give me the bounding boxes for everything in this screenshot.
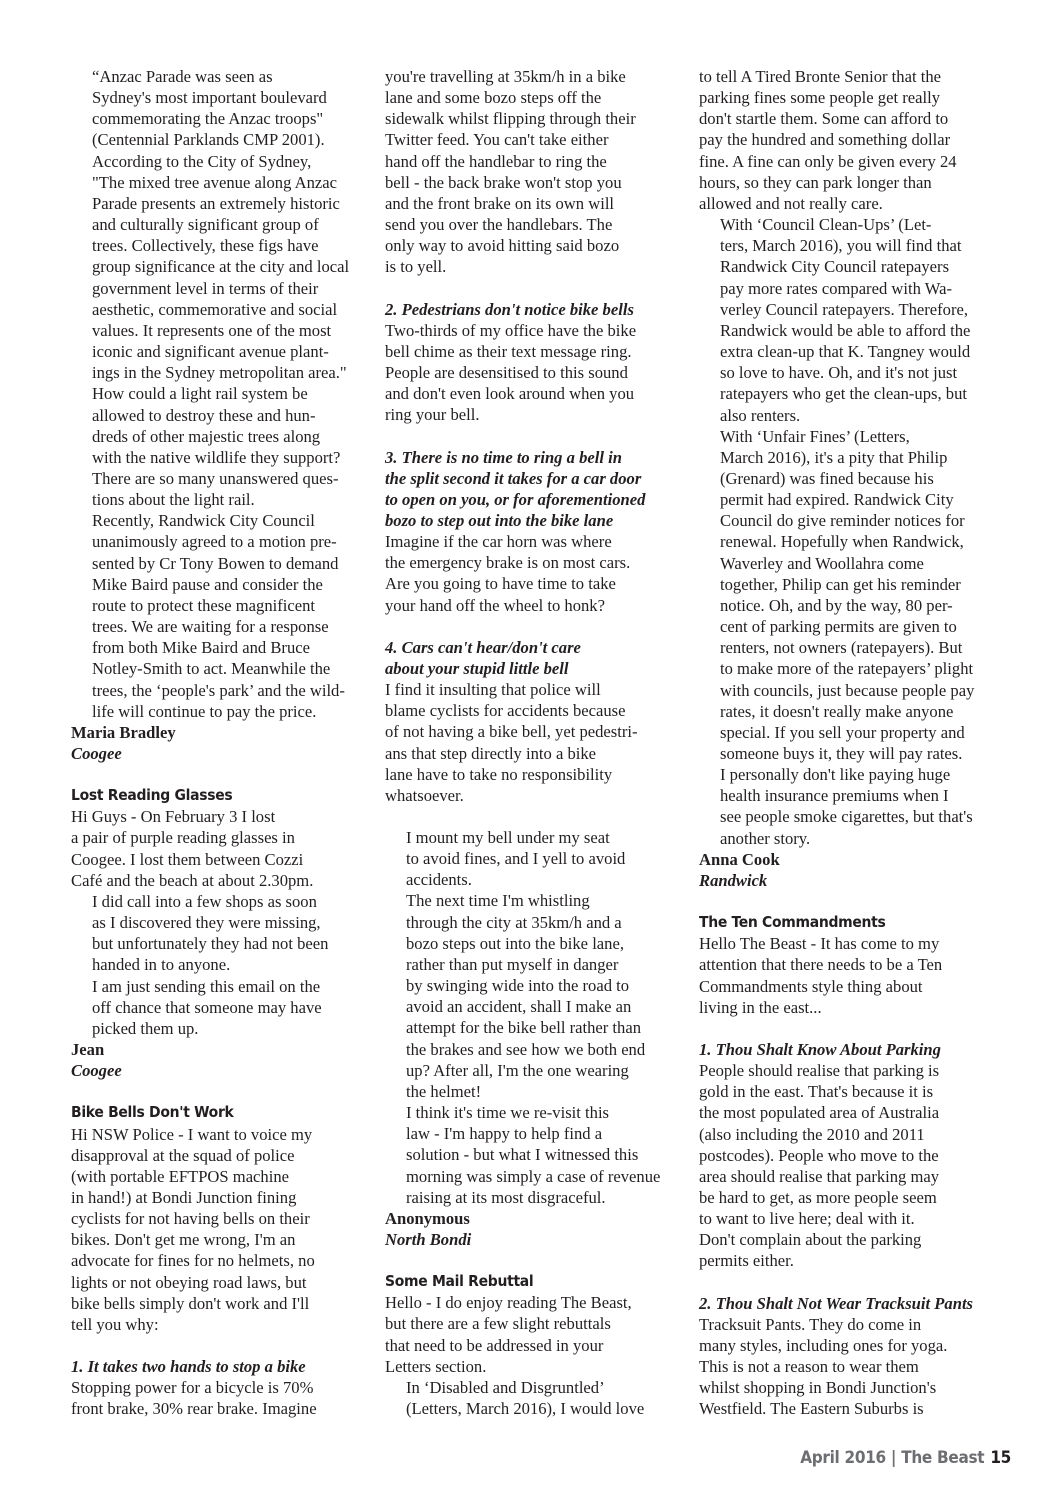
text-line: Two-thirds of my office have the bike [385,320,637,340]
text-line: see people smoke cigarettes, but that's [720,807,973,827]
text-line: tions about the light rail. [92,490,255,510]
text-line: "The mixed tree avenue along Anzac [92,172,337,192]
text-line: is to yell. [385,257,447,277]
text-line: bike bells simply don't work and I'll [71,1293,310,1313]
text-line: that need to be addressed in your [385,1335,604,1355]
paragraph [71,383,358,510]
text-line: a pair of purple reading glasses in [71,828,295,848]
text-line: so love to have. Oh, and it's not just [720,363,958,383]
text-line: commemorating the Anzac troops" [92,109,324,129]
text-line: hand off the handlebar to ring the [385,151,607,171]
paragraph [385,531,672,616]
text-line: lane and some bozo steps off the [385,88,602,108]
text-line: the most populated area of Australia [699,1103,940,1123]
paragraph [699,1314,986,1420]
text-line: whilst shopping in Bondi Junction's [699,1378,937,1398]
text-line: I am just sending this email on the [92,976,321,996]
subheading [385,447,672,532]
text-line: Hi NSW Police - I want to voice my [71,1124,313,1144]
text-line: Hello The Beast - It has come to my [699,934,940,954]
paragraph [71,151,358,384]
text-line: dreds of other majestic trees along [92,426,321,446]
text-line: picked them up. [92,1018,199,1038]
text-line: avoid an accident, shall I make an [406,997,632,1017]
text-line: allowed to destroy these and hun- [92,405,316,425]
column-1 [71,66,358,1420]
text-line: bell chime as their text message ring. [385,341,632,361]
text-line: (also including the 2010 and 2011 [699,1124,925,1144]
paragraph [385,890,672,1102]
issue-label: April 2016 | The Beast [800,1448,985,1468]
text-line: Commandments style thing about [699,976,923,996]
text-line: Coogee. I lost them between Cozzi [71,849,304,869]
text-line: With ‘Unfair Fines’ (Letters, [720,426,910,446]
text-line: Parade presents an extremely historic [92,193,340,213]
text-line: renters, not owners (ratepayers). But [720,638,963,658]
text-line: I personally don't like paying huge [720,765,951,785]
letter-heading: The Ten Commandments [699,913,886,932]
text-line: Hello - I do enjoy reading The Beast, [385,1293,632,1313]
signature-place: Randwick [699,870,768,890]
text-line: cyclists for not having bells on their [71,1209,310,1229]
signature-place: Coogee [71,1061,122,1081]
paragraph [385,827,672,890]
text-line: 4. Cars can't hear/don't care [385,637,581,657]
paragraph [385,1102,672,1208]
text-line: People should realise that parking is [699,1061,940,1081]
text-line: (Grenard) was fined because his [720,468,934,488]
text-line: bell - the back brake won't stop you [385,172,622,192]
text-line: With ‘Council Clean-Ups’ (Let- [720,215,932,235]
text-line: unanimously agreed to a motion pre- [92,532,337,552]
text-line: law - I'm happy to help find a [406,1124,603,1144]
text-line: sented by Cr Tony Bowen to demand [92,553,339,573]
paragraph [71,510,358,722]
text-line: the split second it takes for a car door [385,468,642,488]
text-line: to make more of the ratepayers’ plight [720,659,974,679]
subheading: 1. It takes two hands to stop a bike [71,1357,306,1377]
text-line: raising at its most disgraceful. [406,1187,606,1207]
text-line: morning was simply a case of revenue [406,1166,661,1186]
letter-heading: Bike Bells Don't Work [71,1103,234,1122]
text-line: advocate for fines for no helmets, no [71,1251,315,1271]
text-line: accidents. [406,870,472,890]
text-line: with councils, just because people pay [720,680,975,700]
text-line: lane have to take no responsibility [385,764,613,784]
text-line: Randwick City Council ratepayers [720,257,950,277]
text-line: hours, so they can park longer than [699,172,932,192]
text-line: March 2016), it's a pity that Philip [720,447,948,467]
text-line: to want to live here; deal with it. [699,1209,915,1229]
page-footer [800,1448,1011,1468]
text-line: allowed and not really care. [699,193,883,213]
paragraph [385,1377,672,1419]
text-line: you're travelling at 35km/h in a bike [385,67,626,86]
text-line: area should realise that parking may [699,1166,940,1186]
letter-heading: Some Mail Rebuttal [385,1272,534,1291]
text-line: “Anzac Parade was seen as [92,67,273,86]
text-line: route to protect these magnificent [92,595,316,615]
text-line: blame cyclists for accidents because [385,701,626,721]
text-line: parking fines some people get really [699,88,940,108]
text-line: Letters section. [385,1356,487,1376]
text-line: I mount my bell under my seat [406,828,610,847]
text-line: together, Philip can get his reminder [720,574,961,594]
text-line: verley Council ratepayers. Therefore, [720,299,969,319]
text-line: and don't even look around when you [385,384,635,404]
text-line: Imagine if the car horn was where [385,532,612,552]
paragraph [385,1292,672,1377]
text-line: trees. We are waiting for a response [92,617,329,637]
text-line: fine. A fine can only be given every 24 [699,151,957,171]
text-line: cent of parking permits are given to [720,617,957,637]
paragraph [71,1377,358,1419]
text-line: sidewalk whilst flipping through their [385,109,636,129]
text-line: solution - but what I witnessed this [406,1145,639,1165]
text-line: (with portable EFTPOS machine [71,1166,289,1186]
text-line: don't startle them. Some can afford to [699,109,949,129]
text-line: Tracksuit Pants. They do come in [699,1314,922,1334]
text-line: with the native wildlife they support? [92,447,341,467]
subheading: 1. Thou Shalt Know About Parking [699,1039,941,1059]
text-line: through the city at 35km/h and a [406,912,622,932]
text-line: tell you why: [71,1314,159,1334]
text-line: many styles, including ones for yoga. [699,1335,948,1355]
text-line: Waverley and Woollahra come [720,553,924,573]
text-line: disapproval at the squad of police [71,1145,295,1165]
text-line: and the front brake on its own will [385,193,615,213]
paragraph [71,891,358,976]
text-line: up? After all, I'm the one wearing [406,1060,629,1080]
text-line: There are so many unanswered ques- [92,468,339,488]
text-line: Randwick would be able to afford the [720,320,971,340]
text-line: ring your bell. [385,405,480,425]
page-number: 15 [990,1448,1011,1468]
text-line: The next time I'm whistling [406,891,590,911]
text-line: rates, it doesn't really make anyone [720,701,954,721]
text-line: government level in terms of their [92,278,319,298]
text-line: be hard to get, as more people seem [699,1187,937,1207]
text-line: another story. [720,828,811,848]
paragraph [71,806,358,891]
text-line: life will continue to pay the price. [92,701,317,721]
text-line: Recently, Randwick City Council [92,511,315,531]
signature-name: Jean [71,1040,105,1060]
paragraph [71,1124,358,1336]
text-line: (Centennial Parklands CMP 2001). [92,130,325,150]
paragraph [71,976,358,1039]
text-line: to tell A Tired Bronte Senior that the [699,67,941,86]
text-line: Don't complain about the parking [699,1230,922,1250]
paragraph [699,426,986,849]
text-line: someone buys it, they will pay rates. [720,744,963,763]
text-line: Westfield. The Eastern Suburbs is [699,1399,924,1419]
subheading: 2. Pedestrians don't notice bike bells [385,299,634,319]
text-line: Twitter feed. You can't take either [385,130,609,150]
text-line: to open on you, or for aforementioned [385,489,646,509]
text-line: ratepayers who get the clean-ups, but [720,384,967,404]
text-line: also renters. [720,405,801,425]
signature-name: Anonymous [385,1208,470,1228]
text-line: 3. There is no time to ring a bell in [385,447,622,467]
text-line: I think it's time we re-visit this [406,1103,610,1123]
text-line: notice. Oh, and by the way, 80 per- [720,595,953,615]
paragraph [699,933,986,1018]
text-line: health insurance premiums when I [720,786,949,806]
text-line: off chance that someone may have [92,997,322,1017]
text-line: attempt for the bike bell rather than [406,1018,641,1038]
text-line: permit had expired. Randwick City [720,490,954,510]
text-line: Mike Baird pause and consider the [92,574,323,594]
text-line: postcodes). People who move to the [699,1145,939,1165]
text-line: iconic and significant avenue plant- [92,342,329,362]
text-line: but there are a few slight rebuttals [385,1314,611,1334]
text-line: ters, March 2016), you will find that [720,236,962,256]
column-2 [385,66,672,1419]
text-line: about your stupid little bell [385,658,569,678]
text-line: According to the City of Sydney, [92,151,312,171]
text-line: aesthetic, commemorative and social [92,299,338,319]
text-line: handed in to anyone. [92,955,231,975]
text-line: of not having a bike bell, yet pedestri- [385,722,638,742]
text-line: ings in the Sydney metropolitan area." [92,363,347,383]
text-line: bozo to step out into the bike lane [385,510,614,530]
paragraph [699,66,986,214]
text-line: your hand off the wheel to honk? [385,595,605,615]
text-line: People are desensitised to this sound [385,363,628,383]
text-line: pay more rates compared with Wa- [720,278,952,298]
text-line: Are you going to have time to take [385,574,616,594]
text-line: living in the east... [699,997,822,1017]
text-line: front brake, 30% rear brake. Imagine [71,1399,317,1419]
paragraph [699,214,986,426]
letter-heading: Lost Reading Glasses [71,786,233,805]
subheading [385,637,672,679]
signature-name: Anna Cook [699,849,780,869]
text-line: send you over the handlebars. The [385,215,613,235]
text-line: trees. Collectively, these figs have [92,236,319,256]
text-line: whatsoever. [385,785,464,805]
text-line: Café and the beach at about 2.30pm. [71,870,314,890]
text-line: the helmet! [406,1081,482,1101]
text-line: (Letters, March 2016), I would love [406,1399,645,1419]
text-line: and culturally significant group of [92,215,319,235]
text-line: Notley-Smith to act. Meanwhile the [92,659,331,679]
text-line: attention that there needs to be a Ten [699,955,943,975]
text-line: to avoid fines, and I yell to avoid [406,849,626,869]
text-line: Hi Guys - On February 3 I lost [71,807,276,827]
text-line: This is not a reason to wear them [699,1357,919,1377]
text-line: the emergency brake is on most cars. [385,553,631,573]
text-line: Council do give reminder notices for [720,511,965,531]
text-line: Sydney's most important boulevard [92,88,327,108]
text-line: renewal. Hopefully when Randwick, [720,532,964,552]
text-line: gold in the east. That's because it is [699,1082,934,1102]
paragraph [385,66,672,278]
text-line: but unfortunately they had not been [92,934,329,954]
text-line: only way to avoid hitting said bozo [385,236,620,256]
text-line: I did call into a few shops as soon [92,891,317,911]
text-line: group significance at the city and local [92,257,350,277]
column-3 [699,66,986,1420]
text-line: ans that step directly into a bike [385,743,597,763]
paragraph [699,1060,986,1272]
signature-place: Coogee [71,744,122,763]
paragraph [71,66,358,151]
text-line: permits either. [699,1251,794,1271]
text-line: rather than put myself in danger [406,954,619,974]
signature-name: Maria Bradley [71,722,176,742]
paragraph [385,679,672,806]
text-line: lights or not obeying road laws, but [71,1272,307,1292]
text-line: pay the hundred and something dollar [699,130,951,150]
text-line: special. If you sell your property and [720,722,965,742]
subheading: 2. Thou Shalt Not Wear Tracksuit Pants [699,1293,974,1313]
text-line: bikes. Don't get me wrong, I'm an [71,1230,296,1250]
text-line: the brakes and see how we both end [406,1039,646,1059]
text-line: extra clean-up that K. Tangney would [720,342,971,362]
paragraph [385,320,672,426]
text-line: In ‘Disabled and Disgruntled’ [406,1377,605,1397]
text-line: from both Mike Baird and Bruce [92,638,310,658]
text-line: in hand!) at Bondi Junction fining [71,1187,297,1207]
text-line: trees, the ‘people's park’ and the wild- [92,680,345,700]
text-line: bozo steps out into the bike lane, [406,933,624,953]
text-line: Stopping power for a bicycle is 70% [71,1378,314,1398]
text-line: as I discovered they were missing, [92,913,321,933]
text-line: I find it insulting that police will [385,680,601,700]
text-line: How could a light rail system be [92,384,308,404]
signature-place: North Bondi [385,1229,472,1249]
text-line: values. It represents one of the most [92,320,332,340]
text-line: by swinging wide into the road to [406,976,630,996]
